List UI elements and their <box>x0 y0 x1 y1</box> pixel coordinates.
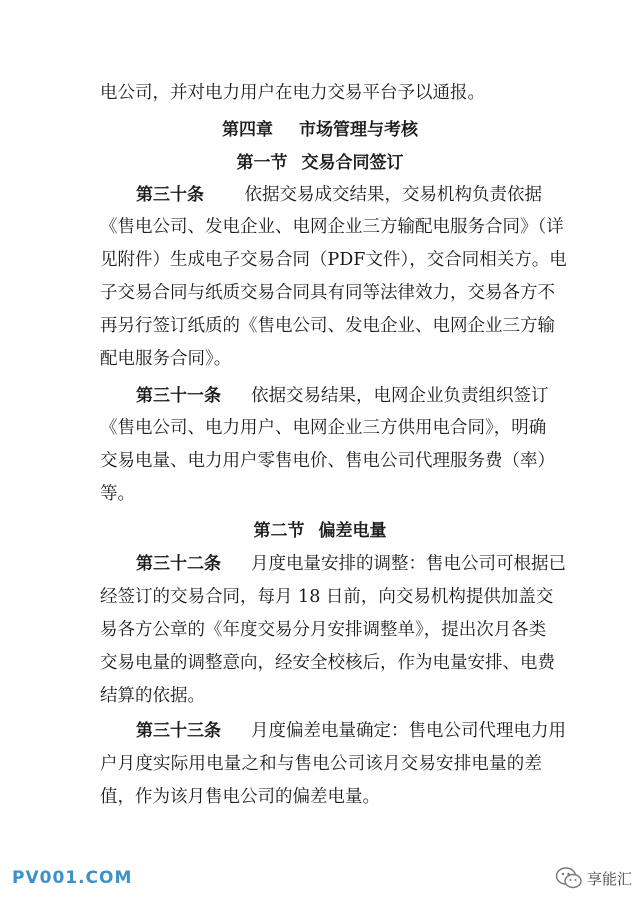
paragraph-line: 电公司，并对电力用户在电力交易平台予以通报。 <box>100 83 485 103</box>
paragraph-line: 《售电公司、发电企业、电网企业三方输配电服务合同》（详 <box>100 217 564 237</box>
section-heading <box>0 520 640 542</box>
section-number: 第二节 <box>253 521 305 541</box>
paragraph-line: 经签订的交易合同，每月 18 日前，向交易机构提供加盖交 <box>100 587 554 607</box>
paragraph-line: 《售电公司、电力用户、电网企业三方供用电合同》，明确 <box>100 418 547 438</box>
paragraph-line: 等。 <box>100 484 135 504</box>
section-title: 交易合同签订 <box>301 153 404 173</box>
chapter-title: 市场管理与考核 <box>299 120 418 140</box>
paragraph-line: 配电服务合同》。 <box>100 349 232 369</box>
watermark-text: PV001.COM <box>12 868 133 888</box>
article-30-first-line <box>136 184 542 206</box>
article-32-first-line <box>136 553 566 575</box>
paragraph-line: 再另行签订纸质的《售电公司、发电企业、电网企业三方输 <box>100 316 555 336</box>
paragraph-line: 月度偏差电量确定：售电公司代理电力用 <box>251 721 566 741</box>
chapter-number: 第四章 <box>222 120 273 140</box>
paragraph-line: 依据交易成交结果，交易机构负责依据 <box>244 185 542 205</box>
wechat-icon <box>555 866 583 890</box>
section-title: 偏差电量 <box>318 521 387 541</box>
paragraph-line: 值，作为该月售电公司的偏差电量。 <box>100 787 380 807</box>
article-number: 第三十条 <box>136 185 204 205</box>
chapter-heading <box>0 119 640 141</box>
section-number: 第一节 <box>236 153 288 173</box>
paragraph-line: 见附件）生成电子交易合同（PDF文件），交合同相关方。电 <box>100 250 567 270</box>
article-number: 第三十二条 <box>136 554 221 574</box>
paragraph-line: 户月度实际用电量之和与售电公司该月交易安排电量的差 <box>100 754 542 774</box>
paragraph-line: 结算的依据。 <box>100 686 205 706</box>
paragraph-line: 月度电量安排的调整：售电公司可根据已 <box>251 554 566 574</box>
paragraph-line: 依据交易结果，电网企业负责组织签订 <box>251 386 549 406</box>
paragraph-line: 易各方公章的《年度交易分月安排调整单》，提出次月各类 <box>100 620 547 640</box>
brand-name: 享能汇 <box>587 869 633 888</box>
paragraph-line: 交易电量、电力用户零售电价、售电公司代理服务费（率） <box>100 451 555 471</box>
article-number: 第三十三条 <box>136 721 221 741</box>
article-number: 第三十一条 <box>136 386 221 406</box>
paragraph-line: 子交易合同与纸质交易合同具有同等法律效力，交易各方不 <box>100 283 555 303</box>
section-heading <box>0 152 640 174</box>
article-31-first-line <box>136 385 549 407</box>
brand-badge <box>555 866 632 890</box>
article-33-first-line <box>136 720 566 742</box>
paragraph-line: 交易电量的调整意向，经安全校核后，作为电量安排、电费 <box>100 653 555 673</box>
